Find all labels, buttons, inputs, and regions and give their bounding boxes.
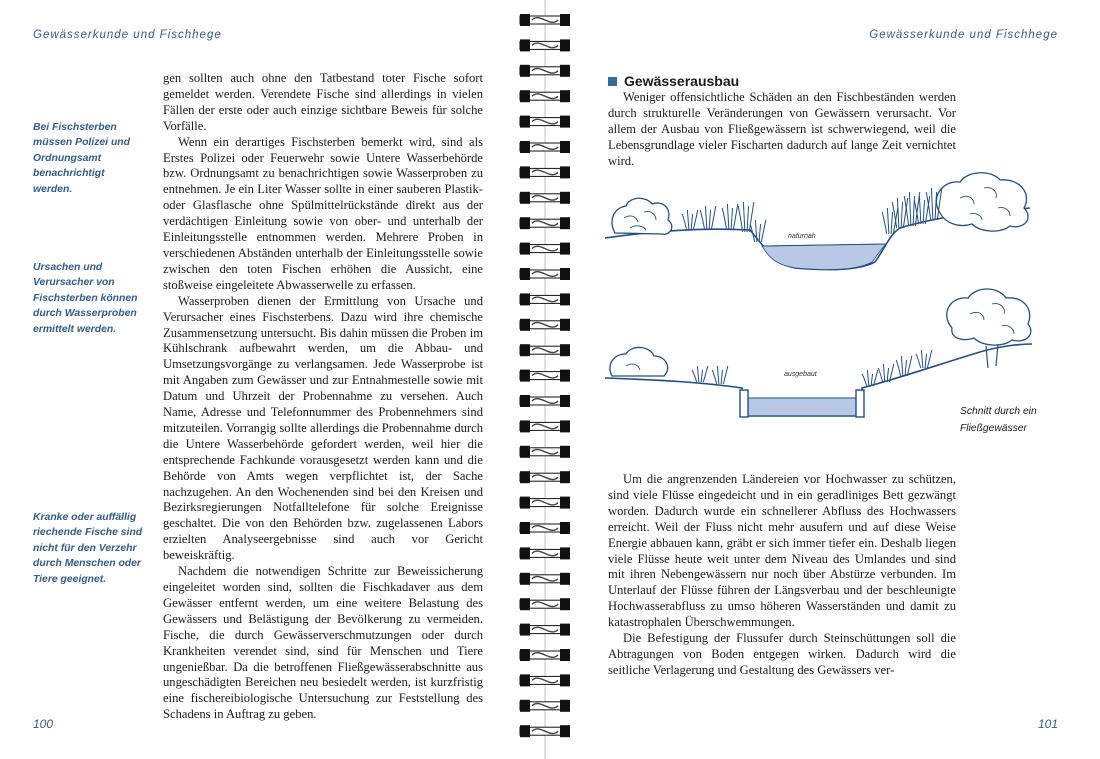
- spiral-binding: [512, 0, 582, 759]
- label-built: ausgebaut: [784, 371, 817, 378]
- paragraph: Wenn ein derartiges Fischsterben bemerkt wird, sind als Erstes Polizei oder Feuerwehr sowie Untere Wasserbehörde bzw. Ordnungsamt zu benachrichtigen sowie Wasserproben zu entnehmen. Je ein Liter Wasser sollte in einer sauberen Plastik- oder Glasflasche ohne Spülmittelrückstände direkt aus der verdächtigen Einleitung sowie von ober- und unterhalb der Einleitungsstelle entnommen werden. Mehrere Proben in verschiedenen Abständen unterhalb der Einleitungsstelle sowie zwischen den toten Fischen erhöhen die Aussicht, eine stoßweise eingeleitete Abwasserwelle zu erfassen.: [163, 134, 483, 292]
- binding-ring: [520, 446, 570, 458]
- binding-ring: [520, 116, 570, 128]
- binding-ring: [520, 598, 570, 610]
- paragraph: Um die angrenzenden Ländereien vor Hochwasser zu schützen, sind viele Flüsse eingedeicht und in ein geradliniges Bett gezwängt worden. Dadurch wurde ein schnellerer Abfluss des Hochwassers erreicht. Weil der Fluss nicht mehr ausufern und auf diese Weise Energie abbauen kann, gräbt er sich immer tiefer ein. Deshalb liegen viele Flüsse heute weit unter dem Niveau des Umlandes und sind mit ihren Nebengewässern nur noch über Abstürze verbunden. Im Unterlauf der Flüsse führen der Längsverbau und der beschleunigte Hochwasserabfluss zu umso höheren Wasserständen und damit zu katastrophalen Überschwemmungen.: [608, 472, 956, 630]
- binding-ring: [520, 497, 570, 509]
- binding-ring: [520, 522, 570, 534]
- binding-ring: [520, 573, 570, 585]
- binding-ring: [520, 674, 570, 686]
- paragraph: gen sollten auch ohne den Tatbestand toter Fische sofort gemeldet werden. Verendete Fische sind allerdings in vielen Fällen der erste oder auch einzige sichtbare Beweis für solche Vorfälle.: [163, 71, 483, 133]
- right-intro-text: [608, 90, 956, 170]
- binding-ring: [520, 370, 570, 382]
- binding-ring: [520, 547, 570, 559]
- paragraph: Weniger offensichtliche Schäden an den Fischbeständen werden durch strukturelle Veränderungen von Gewässern verursacht. Vor allem der Ausbau von Fließgewässern ist schwerwiegend, weil die Lebensgrundlage vieler Fischarten dadurch auf lange Zeit vernichtet wird.: [608, 90, 956, 168]
- binding-ring: [520, 293, 570, 305]
- right-body-text: [608, 472, 956, 679]
- section-bullet-icon: [608, 77, 617, 86]
- section-title: [608, 73, 739, 89]
- binding-ring: [520, 65, 570, 77]
- section-title-text: Gewässerausbau: [624, 73, 740, 89]
- built-river-section: [605, 289, 1032, 417]
- side-note-sick-fish: Kranke oder auffällig riechende Fische sind nicht für den Verzehr durch Menschen oder Tiere geeignet.: [33, 512, 143, 585]
- left-body-text: [163, 71, 483, 723]
- running-head-left: Gewässerkunde und Fischhege: [33, 29, 222, 41]
- binding-ring: [520, 624, 570, 636]
- binding-ring: [520, 471, 570, 483]
- binding-ring: [520, 141, 570, 153]
- paragraph: Wasserproben dienen der Ermittlung von Ursache und Verursacher eines Fischsterbens. Dazu wird ihre chemische Zusammensetzung untersucht. Bis dahin müssen die Proben im Kühlschrank aufbewahrt werden, um die Abbau- und Umsetzungsvorgänge zu verlangsamen. Jede Wasserprobe ist mit Angaben zum Gewässer und zur Entnahmestelle sowie mit Datum und Uhrzeit der Probennahme zu versehen. Auch Name, Adresse und Telefonnummer des Probennehmers sind mitzuteilen. Vorrangig sollte allerdings die Probennahme durch die Untere Wasserbehörde gefordert werden, weil hier die entsprechende Fachkunde vorausgesetzt werden kann und die Behörde von Amts wegen verpflichtet ist, der Sache nachzugehen. An den Wochenenden sind bei den Kreisen und Bezirksregierungen Notfalltelefone für solche Ereignisse geschaltet. Die von den Behörden bzw. zugelassenen Labors erzielten Analyseergebnisse sind auch vor Gericht beweiskräftig.: [163, 293, 483, 563]
- binding-ring: [520, 166, 570, 178]
- side-note-water-samples: Ursachen und Verursacher von Fischsterben können durch Wasserproben ermittelt werden.: [33, 262, 138, 335]
- page-number-left: 100: [33, 717, 54, 731]
- paragraph: Die Befestigung der Flussufer durch Steinschüttungen soll die Abtragungen von Boden entgegen wirken. Dadurch wird die seitliche Verlagerung und Gestaltung des Gewässers ver-: [608, 631, 956, 677]
- binding-ring: [520, 192, 570, 204]
- binding-ring: [520, 649, 570, 661]
- natural-river-section: [605, 173, 1030, 270]
- binding-ring: [520, 420, 570, 432]
- binding-ring: [520, 14, 570, 26]
- binding-ring: [520, 268, 570, 280]
- river-cross-section-diagram: [600, 168, 1040, 433]
- diagram-caption: Schnitt durch ein Fließgewässer: [960, 406, 1037, 434]
- binding-ring: [520, 725, 570, 737]
- binding-ring: [520, 344, 570, 356]
- binding-ring: [520, 319, 570, 331]
- binding-ring: [520, 700, 570, 712]
- binding-ring: [520, 217, 570, 229]
- side-note-police: Bei Fischsterben müssen Polizei und Ordnungsamt benachrichtigt werden.: [33, 122, 130, 195]
- binding-ring: [520, 39, 570, 51]
- binding-ring: [520, 395, 570, 407]
- label-natural: naturnah: [788, 233, 816, 240]
- binding-ring: [520, 90, 570, 102]
- binding-ring: [520, 243, 570, 255]
- left-page: [0, 0, 540, 759]
- paragraph: Nachdem die notwendigen Schritte zur Beweissicherung eingeleitet worden sind, sollten die Fischkadaver aus dem Gewässer entfernt werden, um eine weitere Belastung des Gewässers und Belästigung der Bevölkerung zu vermeiden. Fische, die durch Gewässerverschmutzungen oder durch Krankheiten verendet sind, sind für Menschen und Tiere ungenießbar. Da die betroffenen Fließgewässerabschnitte aus ungeschädigten Bereichen neu besiedelt werden, ist kurzfristig eine fischereibiologische Untersuchung zur Feststellung des Schadens in Auftrag zu geben.: [163, 564, 483, 722]
- running-head-right: Gewässerkunde und Fischhege: [869, 29, 1058, 41]
- page-number-right: 101: [1037, 717, 1058, 731]
